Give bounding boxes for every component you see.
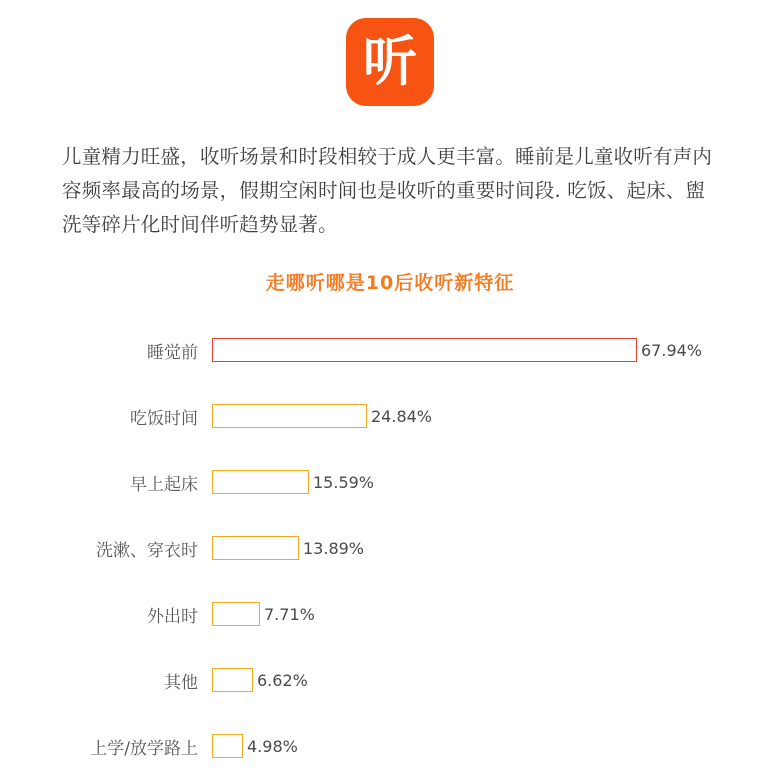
- bar-track: [212, 668, 766, 692]
- bar-value-label: 13.89%: [303, 538, 365, 558]
- bar-value-label: 4.98%: [247, 736, 298, 756]
- bar-track: [212, 536, 766, 560]
- chart-title: 走哪听哪是10后收听新特征: [265, 272, 515, 294]
- bar-category-label: 吃饭时间: [130, 408, 198, 429]
- bar-track: [212, 338, 766, 362]
- bar-chart: [0, 317, 780, 779]
- bar-value-label: 67.94%: [641, 340, 703, 360]
- bar-category-label: 睡觉前: [147, 342, 198, 363]
- bar-row: [0, 449, 766, 515]
- logo-container: [0, 0, 780, 106]
- bar-track: [212, 602, 766, 626]
- ting-app-logo: [346, 18, 434, 106]
- bar-row: [0, 383, 766, 449]
- bar-fill: [212, 734, 243, 758]
- bar-fill: [212, 668, 253, 692]
- bar-value-label: 6.62%: [257, 670, 308, 690]
- bar-row: [0, 647, 766, 713]
- bar-category-label: 外出时: [147, 606, 198, 627]
- bar-fill: [212, 338, 637, 362]
- intro-paragraph: 儿童精力旺盛，收听场景和时段相较于成人更丰富。睡前是儿童收听有声内容频率最高的场景，假期空闲时间也是收听的重要时间段. 吃饭、起床、盥洗等碎片化时间伴听趋势显著。: [62, 145, 713, 236]
- bar-value-label: 15.59%: [313, 472, 375, 492]
- bar-track: [212, 734, 766, 758]
- bar-category-label: 其他: [164, 672, 198, 693]
- bar-fill: [212, 404, 367, 428]
- bar-row: [0, 581, 766, 647]
- bar-track: [212, 404, 766, 428]
- bar-row: [0, 515, 766, 581]
- bar-category-label: 早上起床: [130, 474, 198, 495]
- bar-track: [212, 470, 766, 494]
- bar-row: [0, 713, 766, 779]
- logo-glyph: 听: [363, 30, 417, 93]
- bar-value-label: 24.84%: [371, 406, 433, 426]
- bar-category-label: 洗漱、穿衣时: [96, 540, 198, 561]
- bar-category-label: 上学/放学路上: [90, 738, 198, 759]
- bar-row: [0, 317, 766, 383]
- bar-fill: [212, 536, 299, 560]
- bar-fill: [212, 470, 309, 494]
- bar-value-label: 7.71%: [264, 604, 315, 624]
- bar-fill: [212, 602, 260, 626]
